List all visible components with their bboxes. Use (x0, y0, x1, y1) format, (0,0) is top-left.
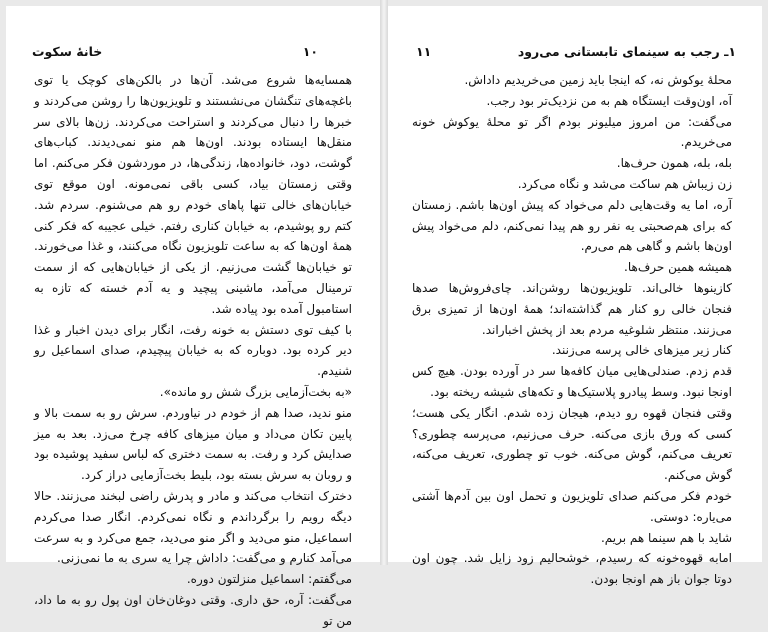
left-page-title: خانۀ سکوت (32, 44, 103, 59)
paragraph: محلهٔ یوکوش نه، که اینجا باید زمین می‌خریدیم داداش. (464, 73, 732, 87)
right-page-header (408, 44, 736, 62)
paragraph: منو ندید، صدا هم از خودم در نیاوردم. سرش رو به سمت بالا و پایین تکان می‌داد و میان میزهای کافه چرخ می‌زد. بعد به میز صدایش کرد و رفت. به سمت دختری که لباس سفید پوشیده بود و روبان به سرش بسته بود، بلیط بخت‌آزمایی دراز کرد. (34, 405, 352, 483)
left-page-body (34, 70, 352, 632)
right-page-number: ۱۱ (416, 44, 432, 59)
paragraph: با کیف توی دستش به خونه رفت، انگار برای دیدن اخبار و غذا دیر کرده بود. دوباره که به خیابان پیچیدم، صدای اسماعیل رو شنیدم. (34, 322, 352, 379)
paragraph: همسایه‌ها شروع می‌شد. آن‌ها در بالکن‌های کوچک یا توی باغچه‌های تنگشان می‌نشستند و تلویزیون‌ها را روشن می‌کردند و خبرها را دنبال می‌کردند و استراحت می‌کردند. زن‌ها بالای سر منقل‌ها ایستاده بودند. اون‌ها هم منو نمی‌دیدند. کباب‌های گوشت، دود، خانواده‌ها، زندگی‌ها، در موردشون فکر می‌کنم. اما وقتی زمستان بیاد، کسی باقی نمی‌مونه. اون موقع توی خیابان‌های خالی تنها پاهای خودم رو هم می‌شنوم. سردم شد. کتم رو پوشیدم، به خیابان کناری رفتم. خیلی عجیبه که فکر کنی همهٔ اون‌ها که به ساعت تلویزیون نگاه می‌کنند، و غذا می‌خورند. تو خیابان‌ها گشت می‌زنیم. از یکی از خیابان‌هایی که از سمت ترمینال می‌آمد، ماشینی پیچید و یه آدم خسته که تازه به استامبول آمده بود پیاده شد. (34, 73, 352, 316)
paragraph: کنار زیر میزهای خالی پرسه می‌زنند. (551, 343, 732, 358)
paragraph: همیشه همین حرف‌ها. (624, 260, 732, 275)
right-page-body (412, 70, 732, 590)
paragraph: کازینوها خالی‌اند. تلویزیون‌ها روشن‌اند. چای‌فروش‌ها صدها فنجان خالی رو کنار هم گذاشته‌اند؛ همهٔ اون‌ها از تمیزی برق می‌زنند. منتظر شلوغیه مردم بعد از پخش اخباراند. (412, 280, 732, 337)
paragraph: آه، اون‌وقت ایستگاه هم به من نزدیک‌تر بود رجب. (486, 93, 732, 108)
paragraph: بله، بله، همون حرف‌ها. (616, 156, 732, 171)
paragraph: خودم فکر می‌کنم صدای تلویزیون و تحمل اون بین آدم‌ها آشتی می‌یاره: دوستی. (412, 488, 732, 524)
paragraph: شاید با هم سینما هم بریم. (600, 530, 732, 545)
paragraph: «به بخت‌آزمایی بزرگ شش رو مانده». (159, 384, 352, 399)
paragraph: می‌گفت: آره، حق داری. وقتی دوغان‌خان اون پول رو به ما داد، من تو (34, 592, 352, 628)
paragraph: قدم زدم. صندلی‌هایی میان کافه‌ها سر در آورده بودن. هیچ کس اونجا نبود. وسط پیادرو پلاستیک‌ها و تکه‌های شیشه ریخته بود. (412, 364, 732, 399)
left-page-number: ۱۰ (302, 44, 318, 59)
paragraph: امابه قهوه‌خونه که رسیدم، خوشحالیم زود زایل شد. چون اون دوتا جوان باز هم اونجا بودن. (412, 551, 732, 587)
right-page (388, 6, 762, 587)
paragraph: می‌گفت: من امروز میلیونر بودم اگر تو محلهٔ یوکوش خونه می‌خریدم. (412, 114, 732, 150)
right-page-title: ۱ـ رجب به سینمای تابستانی می‌رود (517, 44, 736, 59)
paragraph: می‌گفتم: اسماعیل منزلتون دوره. (186, 572, 352, 587)
left-page (6, 6, 380, 628)
paragraph: آره، اما یه وقت‌هایی دلم می‌خواد که پیش اون‌ها باشم. زمستان که برای هم‌صحبتی یه نفر رو هم پیدا نمی‌کنم، دلم می‌خواد پیش اون‌ها باشم و گاهی هم می‌رم. (412, 197, 732, 254)
paragraph: زن زیباش هم ساکت می‌شد و نگاه می‌کرد. (517, 176, 732, 191)
left-page-header (32, 44, 360, 62)
paragraph: وقتی فنجان قهوه رو دیدم، هیجان زده شدم. انگار یکی هست؛ کسی که ورق بازی می‌کنه. حرف می‌زنیم، می‌پرسه چطوری؟ تعریف می‌کنم، گوش می‌کنه. خوب تو چطوری، تعریف می‌کنه، گوش می‌کنم. (412, 405, 732, 483)
book-gutter (380, 0, 388, 565)
paragraph: دخترک انتخاب می‌کند و مادر و پدرش راضی لبخند می‌زنند. حالا دیگه رویم را برگرداندم و نگاه نمی‌کردم. انگار صدا می‌کردم اسماعیل، منو می‌دید و اگر منو می‌دید، جمع می‌کرد و به سرعت می‌آمد کنارم و می‌گفت: داداش چرا یه سری به ما نمی‌زنی. (34, 488, 352, 566)
